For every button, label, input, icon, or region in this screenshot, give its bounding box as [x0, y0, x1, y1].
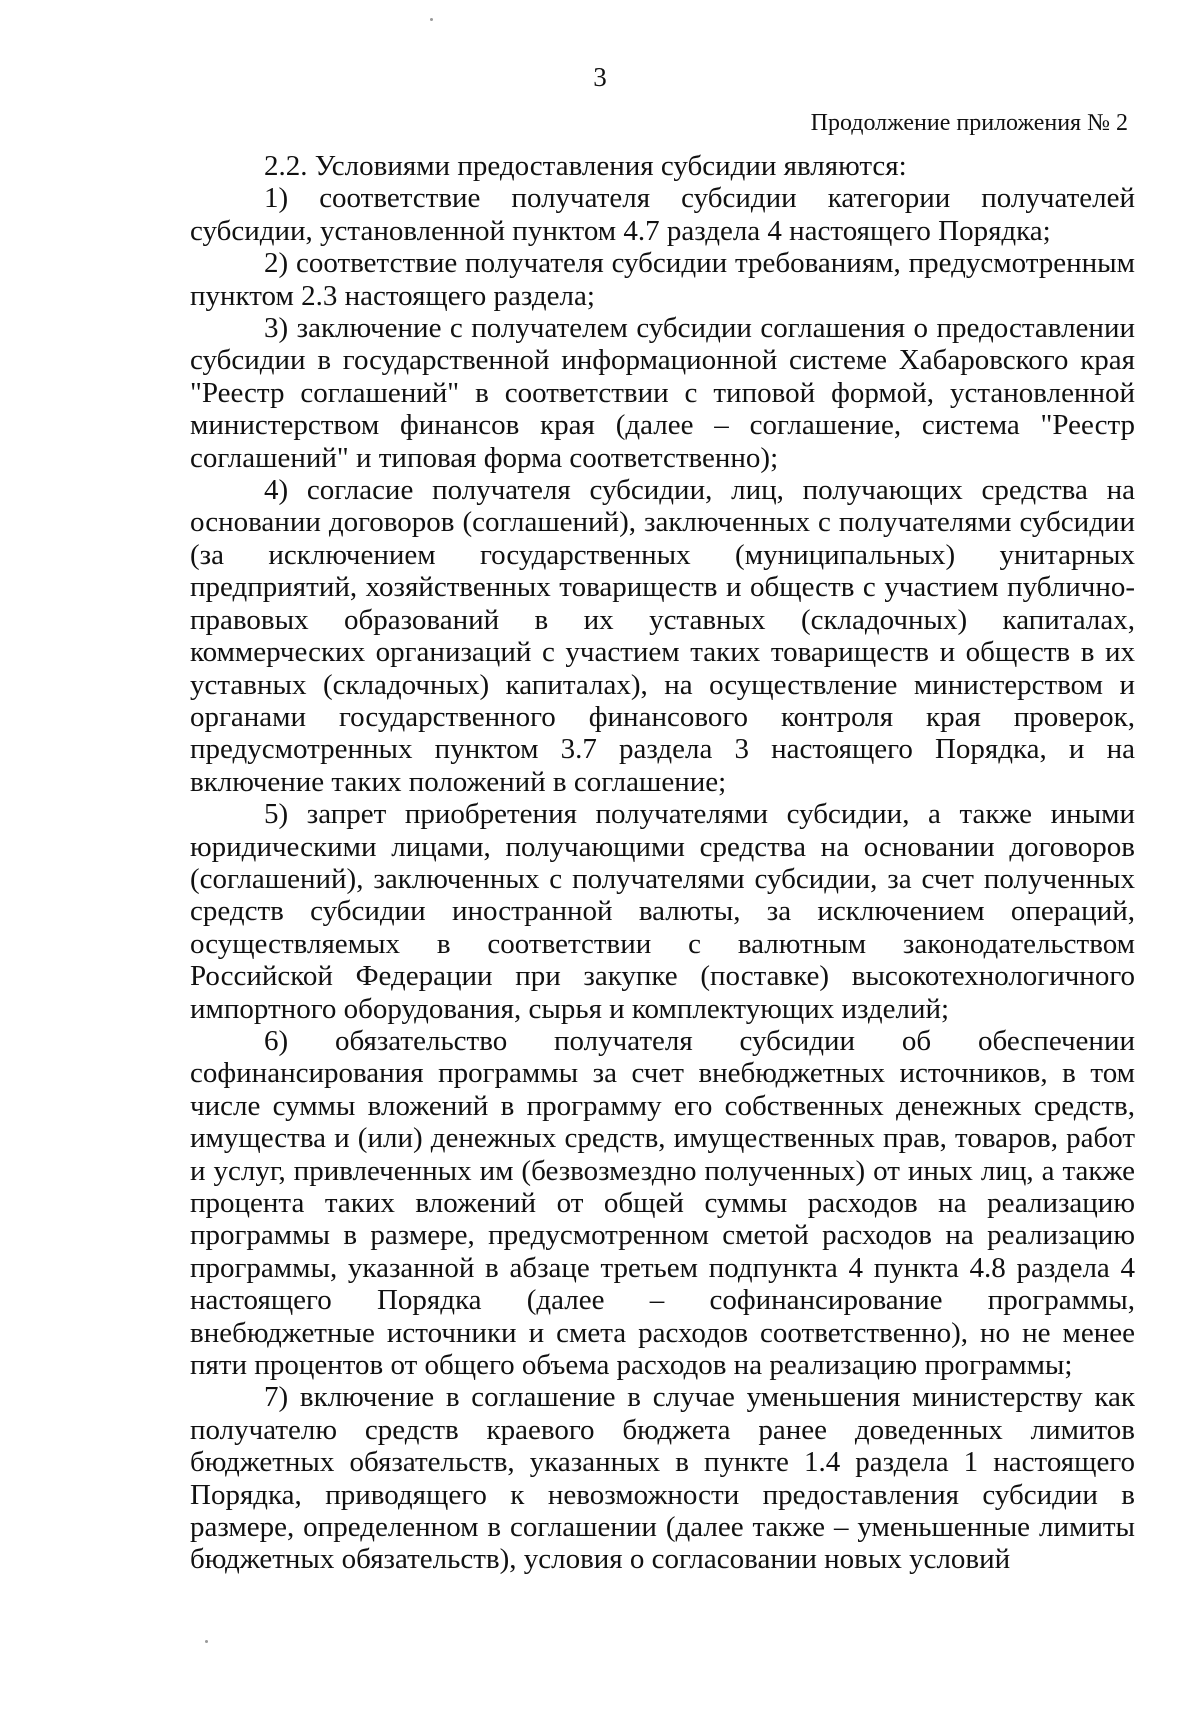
scan-speck — [205, 1640, 208, 1643]
condition-7: 7) включение в соглашение в случае уменьшения министерству как получателю средств краевого бюджета ранее доведенных лимитов бюджетных обязательств, указанных в пункте 1.4 раздела 1 настоящего Порядка, приводящего к невозможности предоставления субсидии в размере, определенном в соглашении (далее также – уменьшенные лимиты бюджетных обязательств), условия о согласовании новых условий — [190, 1381, 1135, 1576]
document-body — [190, 150, 1135, 1576]
condition-6: 6) обязательство получателя субсидии об обеспечении софинансирования программы за счет внебюджетных источников, в том числе суммы вложений в программу его собственных денежных средств, имущества и (или) денежных средств, имущественных прав, товаров, работ и услуг, привлеченных им (безвозмездно полученных) от иных лиц, а также процента таких вложений от общей суммы расходов на реализацию программы в размере, предусмотренном сметой расходов на реализацию программы, указанной в абзаце третьем подпункта 4 пункта 4.8 раздела 4 настоящего Порядка (далее – софинансирование программы, внебюджетные источники и смета расходов соответственно), но не менее пяти процентов от общего объема расходов на реализацию программы; — [190, 1024, 1135, 1382]
condition-2: 2) соответствие получателя субсидии требованиям, предусмотренным пунктом 2.3 настоящего раздела; — [190, 247, 1135, 312]
condition-5: 5) запрет приобретения получателями субсидии, а также иными юридическими лицами, получающими средства на основании договоров (соглашений), заключенных с получателями субсидии, за счет полученных средств субсидии иностранной валюты, за исключением операций, осуществляемых в соответствии с валютным законодательством Российской Федерации при закупке (поставке) высокотехнологичного импортного оборудования, сырья и комплектующих изделий; — [190, 798, 1135, 1025]
paragraph-2-2-heading: 2.2. Условиями предоставления субсидии являются: — [264, 150, 907, 182]
appendix-continuation-note: Продолжение приложения № 2 — [810, 110, 1128, 136]
condition-3: 3) заключение с получателем субсидии соглашения о предоставлении субсидии в государственной информационной системе Хабаровского края "Реестр соглашений" в соответствии с типовой формой, установленной министерством финансов края (далее – соглашение, система "Реестр соглашений" и типовая форма соответственно); — [190, 312, 1135, 474]
condition-4: 4) согласие получателя субсидии, лиц, получающих средства на основании договоров (соглашений), заключенных с получателями субсидии (за исключением государственных (муниципальных) унитарных предприятий, хозяйственных товариществ и обществ с участием публично-правовых образований в их уставных (складочных) капиталах, коммерческих организаций с участием таких товариществ и обществ в их уставных (складочных) капиталах), на осуществление министерством и органами государственного финансового контроля края проверок, предусмотренных пунктом 3.7 раздела 3 настоящего Порядка, и на включение таких положений в соглашение; — [190, 474, 1135, 798]
scan-speck — [430, 18, 433, 21]
condition-1: 1) соответствие получателя субсидии категории получателей субсидии, установленной пунктом 4.7 раздела 4 настоящего Порядка; — [190, 182, 1135, 247]
page-number: 3 — [593, 62, 607, 92]
